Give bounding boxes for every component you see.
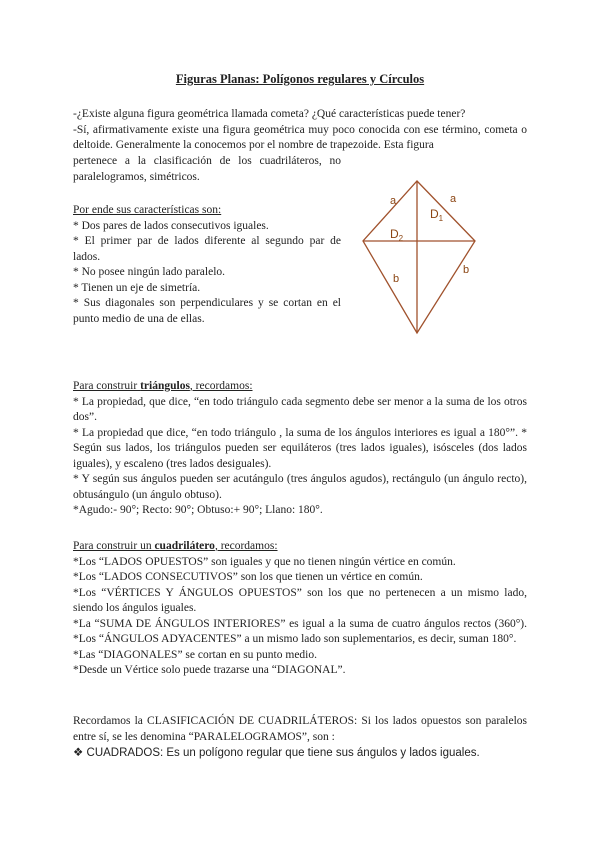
characteristic-item: * Tienen un eje de simetría. [73,281,201,294]
triangles-p3: * Y según sus ángulos pueden ser acutángulo (tres ángulos agudos), rectángulo (un ángulo recto), obtusángulo (un ángulo obtuso). [73,473,527,501]
classification-text: Recordamos la CLASIFICACIÓN DE CUADRILÁTEROS: Si los lados opuestos son paralelos entre sí, se les denomina “PARALELOGRAMOS”, son : [73,715,527,743]
triangles-p2: * La propiedad que dice, “en todo triángulo , la suma de los ángulos interiores es igual a 180°”. * Según sus lados, los triángulos pueden ser equiláteros (tres lados iguales), isósceles (dos lados iguales), y escaleno (tres lados desiguales). [73,426,527,470]
characteristic-item: * No posee ningún lado paralelo. [73,266,226,278]
intro-question: -¿Existe alguna figura geométrica llamada cometa? ¿Qué características puede tener? [73,108,466,120]
quadrilateral-p6: *Desde un Vértice solo puede trazarse una “DIAGONAL”. [73,664,346,676]
kite-outline [363,181,475,333]
side-label-a-right: a [450,193,457,205]
side-label-b-left: b [393,273,400,285]
classification-block [73,714,527,762]
diamond-bullet-icon: ❖ [73,747,84,759]
side-label-a-left: a [390,195,397,207]
triangles-p4: *Agudo:- 90°; Recto: 90°; Obtuso:+ 90°; Llano: 180°. [73,504,323,516]
quadrilateral-p1: *Los “LADOS OPUESTOS” son iguales y que no tienen ningún vértice en común. [73,555,456,568]
intro-answer-continued [73,154,341,185]
triangles-p1: * La propiedad, que dice, “en todo triángulo cada segmento debe ser menor a la suma de los otros dos”. [73,395,527,423]
characteristic-item: * Dos pares de lados consecutivos iguales. [73,219,269,232]
characteristics-block [73,203,341,327]
characteristic-item: * Sus diagonales son perpendiculares y se cortan en el punto medio de una de ellas. [73,297,341,325]
intro-answer-narrow: pertenece a la clasificación de los cuadriláteros, no paralelogramos, simétricos. [73,155,341,183]
intro-answer: -Sí, afirmativamente existe una figura geométrica muy poco conocida con ese término, cometa o deltoide. Generalmente la conocemos por el nombre de trapezoide. Esta figura [73,123,527,151]
triangles-block [73,379,527,519]
page-title: Figuras Planas: Polígonos regulares y Círculos [175,72,425,86]
quadrilateral-block [73,539,527,679]
side-label-b-right: b [463,264,470,276]
characteristic-item: * El primer par de lados diferente al segundo par de lados. [73,235,341,263]
characteristics-heading: Por ende sus características son: [73,204,222,216]
bullet-item [73,746,527,762]
bullet-text: CUADRADOS: Es un polígono regular que tiene sus ángulos y lados iguales. [86,747,480,759]
label-d2: $D_2$ [390,227,404,243]
quadrilateral-p2: *Los “LADOS CONSECUTIVOS” son los que tienen un vértice en común. [73,571,423,583]
label-d1: $D_1$ [430,207,444,223]
quadrilateral-p3: *Los “VÉRTICES Y ÁNGULOS OPUESTOS” son los que no pertenecen a un mismo lado, siendo los ángulos iguales. [73,586,527,614]
quadrilateral-heading: Para construir un cuadrilátero, recordamos: [73,540,278,552]
quadrilateral-p4: *La “SUMA DE ÁNGULOS INTERIORES” es igual a la suma de cuatro ángulos rectos (360°). *Los “ÁNGULOS ADYACENTES” a un mismo lado son suplementarios, es decir, suman 180°. [73,617,527,645]
intro-block [73,107,527,154]
triangles-heading: Para construir triángulos, recordamos: [73,380,253,392]
quadrilateral-p5: *Las “DIAGONALES” se cortan en su punto medio. [73,648,317,661]
kite-diagram [360,178,490,338]
